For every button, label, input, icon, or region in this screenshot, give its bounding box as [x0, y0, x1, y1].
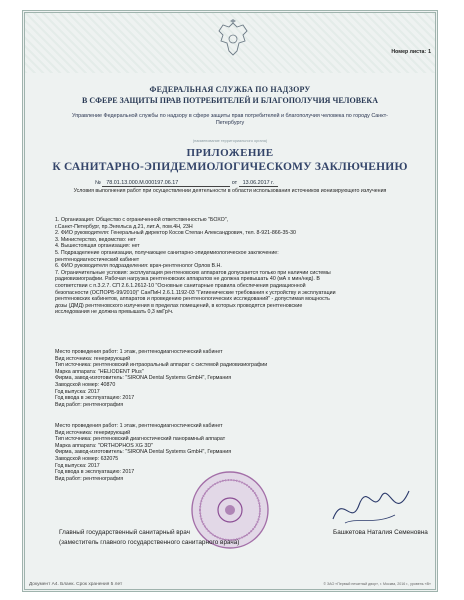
- conditions-heading: Условия выполнения работ при осуществлении деятельности в области использования источников ионизирующего излучения: [73, 188, 387, 194]
- equipment-line: Год ввода в эксплуатацию: 2017: [55, 469, 135, 476]
- equipment-line: Год ввода в эксплуатацию: 2017: [55, 395, 135, 402]
- signer-name: Башкетова Наталия Семеновна: [333, 529, 428, 536]
- equipment-line: Фирма, завод-изготовитель: "SIRONA Dental Systems GmbH", Германия: [55, 449, 232, 456]
- equipment-line: Вид источника: генерирующий: [55, 355, 131, 362]
- detail-line: г.Санкт-Петербург, пр.Энгельса д.21, лит.А, пом.4Н, 23Н: [55, 223, 193, 230]
- organization-details: [55, 217, 415, 316]
- equipment-line: Год выпуска: 2017: [55, 462, 100, 469]
- detail-line: соответствии с п.3.2.7. СП 2.6.1.2612-10 "Основные санитарные правила обеспечения радиационной: [55, 282, 306, 289]
- equipment-line: Вид работ: рентгенография: [55, 475, 124, 482]
- detail-line: 3. Министерство, ведомство: нет: [55, 236, 136, 243]
- sheet-number: [389, 49, 431, 55]
- sheet-number-label: Номер листа:: [391, 49, 427, 55]
- conclusion-number-line: [95, 180, 395, 187]
- agency-name-line2: В СФЕРЕ ЗАЩИТЫ ПРАВ ПОТРЕБИТЕЛЕЙ И БЛАГОПОЛУЧИЯ ЧЕЛОВЕКА: [82, 96, 378, 105]
- equipment-line: Тип источника: рентгеновский диагностический панорамный аппарат: [55, 436, 226, 443]
- equipment-line: Фирма, завод-изготовитель: "SIRONA Dental Systems GmbH", Германия: [55, 375, 232, 382]
- detail-line: дозы (ДМД) рентгеновского излучения в пределах помещений, в которых проводятся рентгеновские: [55, 302, 303, 309]
- signer-position-line1: Главный государственный санитарный врач: [59, 529, 190, 536]
- document-title: ПРИЛОЖЕНИЕ: [186, 147, 274, 159]
- territorial-department: Управление Федеральной службы по надзору в сфере защиты прав потребителей и благополучия человека по городу Санкт-Петербургу: [72, 113, 388, 126]
- date-prefix: от: [231, 180, 238, 186]
- conclusion-date: 13.06.2017 г.: [239, 180, 278, 187]
- conclusion-number: 78.01.13.000.М.000197.06.17: [102, 180, 230, 187]
- detail-line: 7. Ограничительные условия: эксплуатация рентгеновских аппаратов допускается только при наличии системы: [55, 269, 331, 276]
- certificate-page: [22, 10, 438, 592]
- number-sign: №: [95, 180, 101, 186]
- agency-name-line1: ФЕДЕРАЛЬНАЯ СЛУЖБА ПО НАДЗОРУ: [149, 85, 311, 94]
- equipment-line: Вид источника: генерирующий: [55, 429, 131, 436]
- footer-form-note: Документ А4. Бланк. Срок хранения 5 лет: [29, 582, 123, 587]
- equipment-line: Место проведения работ: 1 этаж, рентгенодиагностический кабинет: [55, 423, 223, 429]
- detail-line: исследования не должна превышать 0,3 мкГр/ч.: [55, 309, 174, 316]
- sheet-number-value: 1: [428, 49, 431, 55]
- detail-line: 1. Организация: Общество с ограниченной ответственностью "БОХО",: [55, 217, 229, 223]
- equipment-line: Год выпуска: 2017: [55, 388, 100, 395]
- detail-line: рентгеновских кабинетов, аппаратов и проведению рентгенологических исследований" - допустимая мощность: [55, 296, 330, 303]
- footer-printer-note: © ЗАО «Первый печатный двор», г. Москва, 2016 г., уровень «В»: [323, 582, 431, 586]
- detail-line: рентгенодиагностический кабинет: [55, 256, 140, 263]
- coat-of-arms-icon: [215, 19, 251, 59]
- territorial-body-caption: (наименование территориального органа): [192, 139, 268, 143]
- equipment-line: Марка аппарата: "HELIODENT Plus": [55, 368, 144, 375]
- detail-line: 4. Вышестоящая организация: нет: [55, 243, 140, 250]
- detail-line: 5. Подразделение организации, получающее санитарно-эпидемиологическое заключение:: [55, 249, 279, 256]
- signer-position-line2: (заместитель главного государственного санитарного врача): [59, 539, 240, 546]
- equipment-line: Тип источника: рентгеновский интраоральный аппарат с системой радиовизиографии: [55, 362, 268, 369]
- document-subtitle: К САНИТАРНО-ЭПИДЕМИОЛОГИЧЕСКОМУ ЗАКЛЮЧЕНИЮ: [52, 161, 408, 173]
- equipment-block-heliodent: [55, 349, 415, 408]
- detail-line: 6. ФИО руководителя подразделения: врач-рентгенолог Орлов В.Н.: [55, 263, 222, 270]
- equipment-line: Место проведения работ: 1 этаж, рентгенодиагностический кабинет: [55, 349, 223, 355]
- detail-line: радиовизиографии. Рабочая нагрузка рентгеновских аппаратов не должна превышать 40 (мА х мин/нед). В: [55, 276, 320, 283]
- equipment-line: Вид работ: рентгенография: [55, 401, 124, 408]
- handwritten-signature-icon: [325, 483, 415, 533]
- equipment-line: Заводской номер: 632075: [55, 455, 119, 462]
- equipment-line: Марка аппарата: "ORTHOPHOS XG 3D": [55, 442, 154, 449]
- equipment-line: Заводской номер: 40870: [55, 381, 116, 388]
- detail-line: безопасности (ОСПОРБ-99/2010)" СанПиН 2.6.1.1192-03 "Гигиенические требования к устройству и эксплуатации: [55, 289, 336, 296]
- detail-line: 2. ФИО руководителя: Генеральный директор Косов Степан Александрович, тел. 8-921-866-35-30: [55, 230, 297, 237]
